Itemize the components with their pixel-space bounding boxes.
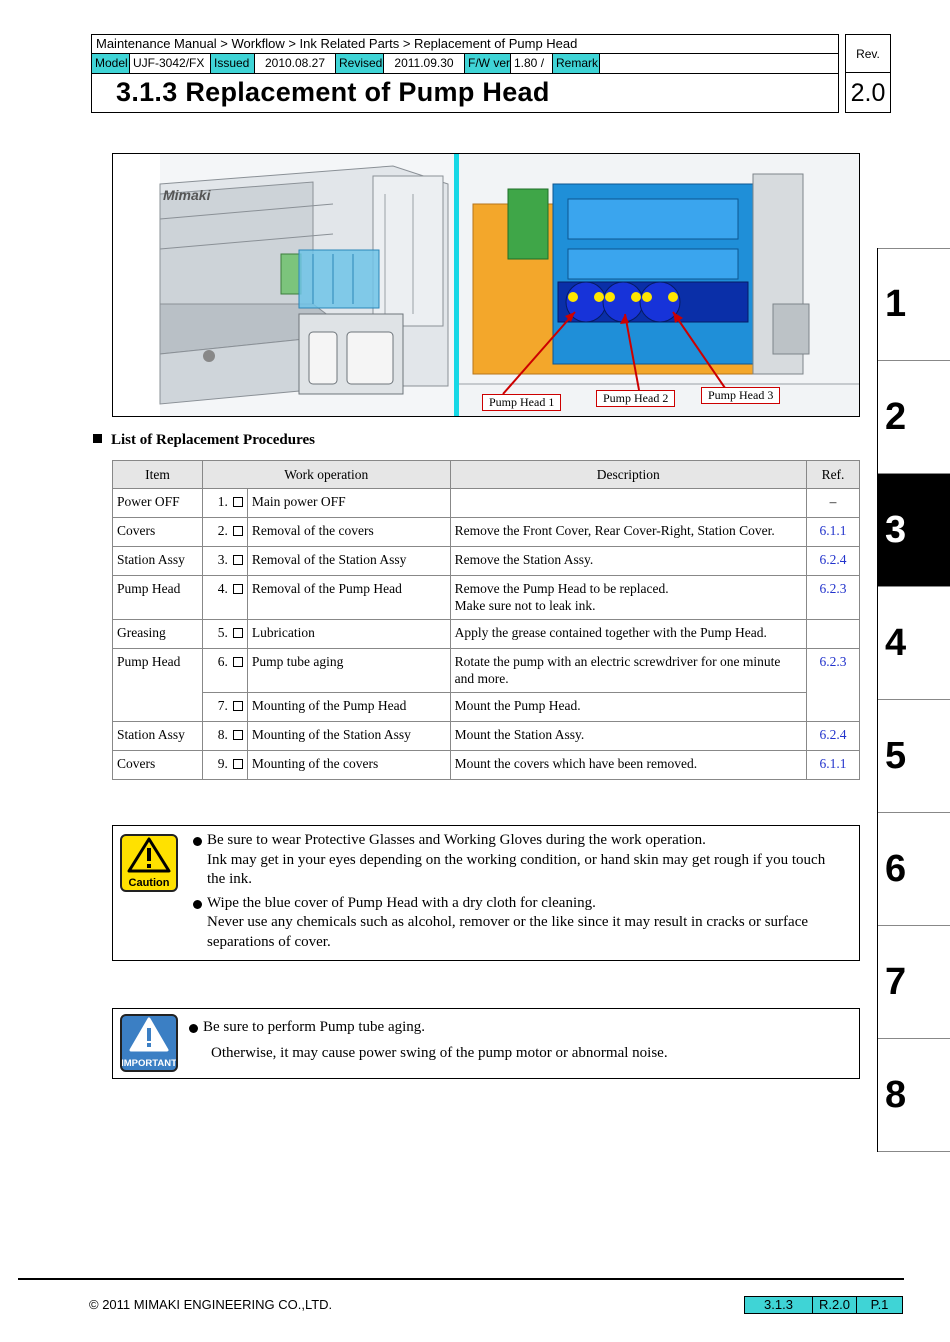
step-number: 8. xyxy=(217,727,228,742)
item-cell: Power OFF xyxy=(113,489,203,518)
description-cell: Mount the Pump Head. xyxy=(450,693,806,722)
step-number: 3. xyxy=(217,552,228,567)
ref-link[interactable]: 6.2.4 xyxy=(807,547,860,576)
caution-bullet-2-rest: Never use any chemicals such as alcohol, remover or the like since it may result in cracks or surface separations of cover. xyxy=(207,914,809,950)
step-number: 5. xyxy=(217,625,228,640)
copyright: © 2011 MIMAKI ENGINEERING CO.,LTD. xyxy=(89,1297,333,1312)
ref-link[interactable]: 6.1.1 xyxy=(807,518,860,547)
operation-cell: Main power OFF xyxy=(247,489,450,518)
table-header-row xyxy=(113,461,860,489)
chapter-tab-7[interactable]: 7 xyxy=(878,926,950,1039)
chapter-tab-8[interactable]: 8 xyxy=(878,1039,950,1152)
bullet-item xyxy=(193,831,847,890)
checkbox[interactable] xyxy=(233,497,243,507)
operation-cell: Removal of the Station Assy xyxy=(247,547,450,576)
issued-value: 2010.08.27 xyxy=(255,54,336,73)
checkbox[interactable] xyxy=(233,526,243,536)
step-number: 1. xyxy=(217,494,228,509)
checkbox[interactable] xyxy=(233,555,243,565)
table-row xyxy=(113,649,860,693)
description-cell xyxy=(450,489,806,518)
step-number: 4. xyxy=(217,581,228,596)
caution-symbol xyxy=(122,836,176,890)
ref-link[interactable]: 6.1.1 xyxy=(807,751,860,780)
chapter-tab-4[interactable]: 4 xyxy=(878,587,950,700)
description-cell: Apply the grease contained together with the Pump Head. xyxy=(450,620,806,649)
brand-logo-text: Mimaki xyxy=(163,187,211,203)
section-heading-text: List of Replacement Procedures xyxy=(111,432,315,448)
item-cell: Greasing xyxy=(113,620,203,649)
ref-cell: – xyxy=(807,489,860,518)
column-header-ref: Ref. xyxy=(807,461,860,489)
footer-page-box xyxy=(744,1296,903,1314)
checkbox[interactable] xyxy=(233,759,243,769)
revision-label: Rev. xyxy=(846,35,890,73)
table-row xyxy=(113,547,860,576)
table-row xyxy=(113,576,860,620)
description-cell xyxy=(450,576,806,620)
table-row xyxy=(113,722,860,751)
chapter-tab-3[interactable]: 3 xyxy=(878,474,950,587)
checkbox[interactable] xyxy=(233,701,243,711)
operation-cell: Removal of the covers xyxy=(247,518,450,547)
step-cell xyxy=(202,751,247,780)
item-cell: Covers xyxy=(113,751,203,780)
square-bullet-icon xyxy=(93,434,102,443)
callout-pump-head-2: Pump Head 2 xyxy=(596,390,675,407)
chapter-tabs xyxy=(877,248,950,1152)
important-note xyxy=(112,1008,860,1079)
important-line-2: Otherwise, it may cause power swing of the pump motor or abnormal noise. xyxy=(211,1044,668,1061)
important-bullets xyxy=(189,1018,847,1063)
chapter-tab-1[interactable]: 1 xyxy=(878,248,950,361)
fw-label: F/W ver xyxy=(465,54,511,73)
step-cell xyxy=(202,620,247,649)
item-cell: Station Assy xyxy=(113,722,203,751)
column-header-item: Item xyxy=(113,461,203,489)
caution-bullets xyxy=(193,831,847,952)
callout-pump-head-1: Pump Head 1 xyxy=(482,394,561,411)
revised-value: 2011.09.30 xyxy=(384,54,465,73)
model-label: Model xyxy=(92,54,130,73)
operation-cell: Pump tube aging xyxy=(247,649,450,693)
ref-link[interactable]: 6.2.3 xyxy=(807,649,860,693)
footer-section: 3.1.3 xyxy=(745,1297,813,1313)
document-header xyxy=(91,34,839,113)
item-cell xyxy=(113,693,203,722)
chapter-tab-6[interactable]: 6 xyxy=(878,813,950,926)
chapter-tab-5[interactable]: 5 xyxy=(878,700,950,813)
description-cell: Remove the Front Cover, Rear Cover-Right, Station Cover. xyxy=(450,518,806,547)
table-row xyxy=(113,620,860,649)
step-number: 9. xyxy=(217,756,228,771)
chapter-tab-2[interactable]: 2 xyxy=(878,361,950,474)
procedure-table xyxy=(112,460,860,780)
description-cell: Mount the covers which have been removed. xyxy=(450,751,806,780)
description-cell: Remove the Station Assy. xyxy=(450,547,806,576)
operation-cell: Mounting of the Station Assy xyxy=(247,722,450,751)
page-title: 3.1.3 Replacement of Pump Head xyxy=(116,77,550,107)
checkbox[interactable] xyxy=(233,628,243,638)
step-cell xyxy=(202,722,247,751)
document-meta-row xyxy=(92,54,838,74)
table-row xyxy=(113,693,860,722)
operation-cell: Removal of the Pump Head xyxy=(247,576,450,620)
step-cell xyxy=(202,693,247,722)
caution-icon-label: Caution xyxy=(128,877,170,889)
issued-label: Issued xyxy=(211,54,255,73)
description-line: Make sure not to leak ink. xyxy=(454,598,596,613)
important-icon xyxy=(120,1014,178,1072)
operation-cell: Mounting of the Pump Head xyxy=(247,693,450,722)
bullet-dot xyxy=(193,900,202,909)
ref-cell xyxy=(807,620,860,649)
column-header-work-operation: Work operation xyxy=(202,461,450,489)
pump-head-illustration xyxy=(112,153,860,417)
caution-note xyxy=(112,825,860,961)
bullet-dot xyxy=(189,1024,198,1033)
table-row xyxy=(113,489,860,518)
operation-cell: Mounting of the covers xyxy=(247,751,450,780)
caution-bullet-1-rest: Ink may get in your eyes depending on the working condition, or hand skin may get rough if you touch the ink. xyxy=(207,851,826,887)
revision-box xyxy=(845,34,891,113)
ref-link[interactable]: 6.2.3 xyxy=(807,576,860,620)
checkbox[interactable] xyxy=(233,584,243,594)
step-cell xyxy=(202,649,247,693)
description-cell: Mount the Station Assy. xyxy=(450,722,806,751)
fw-value: 1.80 / xyxy=(511,54,553,73)
printer-drawing xyxy=(113,154,860,417)
important-symbol xyxy=(122,1016,176,1070)
model-value: UJF-3042/FX xyxy=(130,54,211,73)
table-row xyxy=(113,518,860,547)
table-row xyxy=(113,751,860,780)
item-cell: Station Assy xyxy=(113,547,203,576)
important-icon-label: IMPORTANT xyxy=(122,1058,176,1069)
caution-icon xyxy=(120,834,178,892)
caution-bullet-1-line1: Be sure to wear Protective Glasses and Working Gloves during the work operation. xyxy=(207,832,706,848)
important-line-1: Be sure to perform Pump tube aging. xyxy=(203,1019,426,1035)
revision-value: 2.0 xyxy=(850,79,886,107)
footer-rule xyxy=(18,1278,904,1280)
checkbox[interactable] xyxy=(233,730,243,740)
item-cell: Pump Head xyxy=(113,576,203,620)
bullet-item xyxy=(189,1018,847,1063)
ref-cell xyxy=(807,693,860,722)
description-line: Remove the Pump Head to be replaced. xyxy=(454,581,669,596)
step-number: 6. xyxy=(217,654,228,669)
item-cell: Pump Head xyxy=(113,649,203,693)
description-cell: Rotate the pump with an electric screwdriver for one minute and more. xyxy=(450,649,806,693)
ref-link[interactable]: 6.2.4 xyxy=(807,722,860,751)
footer-revision: R.2.0 xyxy=(813,1297,857,1313)
step-number: 7. xyxy=(217,698,228,713)
footer-page: P.1 xyxy=(870,1297,889,1312)
remark-label: Remark xyxy=(553,54,600,73)
caution-bullet-2-line1: Wipe the blue cover of Pump Head with a dry cloth for cleaning. xyxy=(207,894,596,911)
step-cell xyxy=(202,489,247,518)
breadcrumb: Maintenance Manual > Workflow > Ink Related Parts > Replacement of Pump Head xyxy=(92,35,838,54)
column-header-description: Description xyxy=(450,461,806,489)
step-cell xyxy=(202,547,247,576)
step-number: 2. xyxy=(217,523,228,538)
revised-label: Revised xyxy=(336,54,384,73)
operation-cell: Lubrication xyxy=(247,620,450,649)
section-heading xyxy=(93,432,315,449)
step-cell xyxy=(202,576,247,620)
bullet-dot xyxy=(193,837,202,846)
bullet-item xyxy=(193,894,847,953)
step-cell xyxy=(202,518,247,547)
callout-pump-head-3: Pump Head 3 xyxy=(701,387,780,404)
checkbox[interactable] xyxy=(233,657,243,667)
item-cell: Covers xyxy=(113,518,203,547)
